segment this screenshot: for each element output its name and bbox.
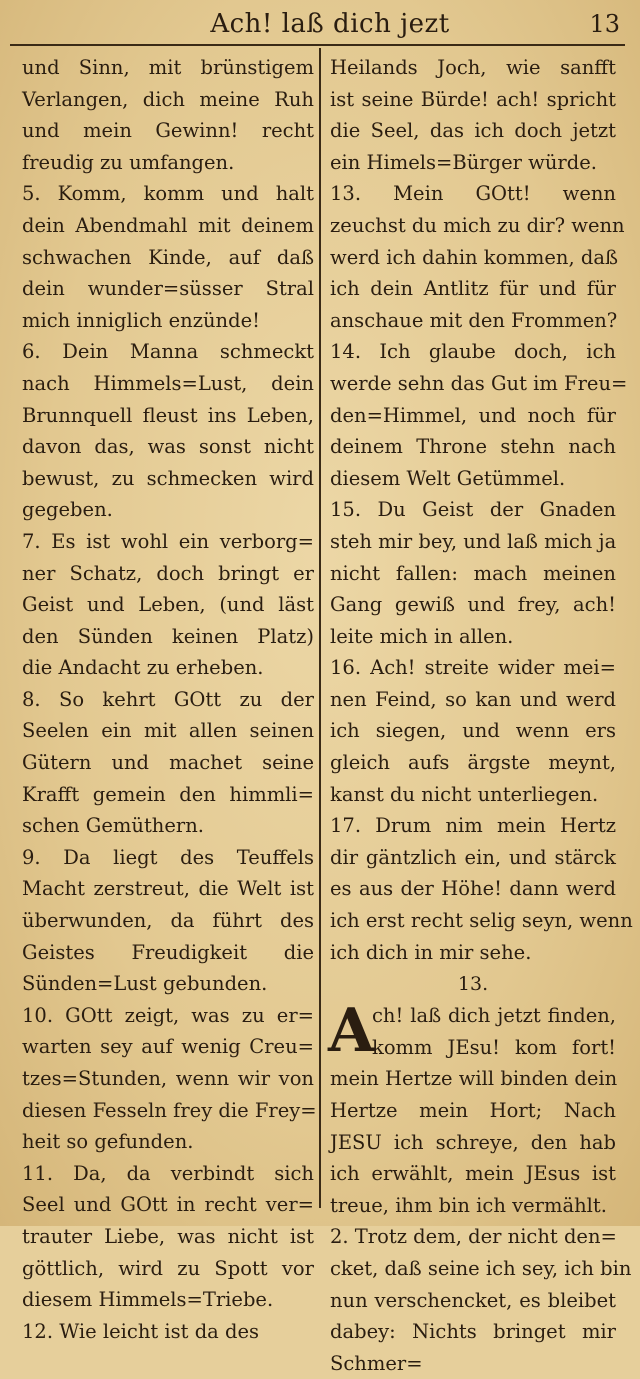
page-number: 13 bbox=[589, 10, 620, 38]
text-line: ner Schatz, doch bringt er bbox=[22, 561, 314, 585]
right-column-top bbox=[330, 52, 633, 968]
text-line: anschaue mit den Frommen? bbox=[330, 308, 618, 332]
text-line: warten sey auf wenig Creu= bbox=[22, 1035, 314, 1059]
text-line: Sünden=Lust gebunden. bbox=[22, 972, 268, 996]
text-line: mich inniglich enzünde! bbox=[22, 308, 260, 332]
text-line: dabey: Nichts bringet mir bbox=[330, 1320, 616, 1344]
text-line: diesem Welt Getümmel. bbox=[330, 466, 566, 490]
text-line: schen Gemüthern. bbox=[22, 814, 204, 838]
text-line: diesem Himmels=Triebe. bbox=[22, 1288, 274, 1312]
text-line: 10. GOtt zeigt, was zu er= bbox=[22, 1003, 314, 1027]
text-line: nicht fallen: mach meinen bbox=[330, 561, 616, 585]
text-line: diesen Fesseln frey die Frey= bbox=[22, 1098, 317, 1122]
text-line: 9. Da liegt des Teuffels bbox=[22, 845, 314, 869]
text-line: 11. Da, da verbindt sich bbox=[22, 1161, 314, 1185]
text-line: 8. So kehrt GOtt zu der bbox=[22, 687, 314, 711]
text-line: Geistes Freudigkeit die bbox=[22, 940, 314, 964]
text-line: 12. Wie leicht ist da des bbox=[22, 1319, 260, 1343]
text-line: JESU ich schreye, den hab bbox=[330, 1130, 616, 1154]
text-line: Heilands Joch, wie sanfft bbox=[330, 56, 616, 79]
text-line: ich siegen, und wenn ers bbox=[330, 719, 616, 743]
text-line: werde sehn das Gut im Freu= bbox=[330, 371, 628, 395]
text-line: ich dein Antlitz für und für bbox=[330, 277, 616, 301]
text-line: cket, daß seine ich sey, ich bin bbox=[330, 1256, 632, 1280]
text-line: dir gäntzlich ein, und stärck bbox=[330, 845, 616, 869]
text-line: und mein Gewinn! recht bbox=[22, 119, 314, 143]
text-line: ist seine Bürde! ach! spricht bbox=[330, 87, 616, 111]
text-line: freudig zu umfangen. bbox=[22, 150, 235, 174]
text-line: trauter Liebe, was nicht ist bbox=[22, 1224, 314, 1248]
text-line: 2. Trotz dem, der nicht den= bbox=[330, 1225, 617, 1249]
text-line: Verlangen, dich meine Ruh bbox=[22, 87, 314, 111]
text-line: kanst du nicht unterliegen. bbox=[330, 782, 599, 806]
text-line: gleich aufs ärgste meynt, bbox=[330, 751, 616, 775]
text-line: den=Himmel, und noch für bbox=[330, 403, 616, 427]
text-line: ich erwählt, mein JEsus ist bbox=[330, 1162, 616, 1186]
text-line: schwachen Kinde, auf daß bbox=[22, 245, 314, 269]
text-line: werd ich dahin kommen, daß bbox=[330, 245, 618, 269]
text-line: 15. Du Geist der Gnaden bbox=[330, 498, 616, 522]
text-line: nun verschencket, es bleibet bbox=[330, 1288, 616, 1312]
text-line: göttlich, wird zu Spott vor bbox=[22, 1256, 314, 1280]
text-line: 5. Komm, komm und halt bbox=[22, 182, 314, 206]
text-line: Geist und Leben, (und läst bbox=[22, 593, 314, 617]
text-line: Seel und GOtt in recht ver= bbox=[22, 1193, 314, 1217]
text-line: Hertze mein Hort; Nach bbox=[330, 1099, 616, 1122]
text-line: Gütern und machet seine bbox=[22, 751, 314, 775]
text-line: Krafft gemein den himmli= bbox=[22, 782, 314, 806]
running-title: Ach! laß dich jezt bbox=[210, 9, 450, 39]
text-line: 17. Drum nim mein Hertz bbox=[330, 814, 616, 838]
left-column bbox=[22, 52, 317, 1343]
text-line: und Sinn, mit brünstigem bbox=[22, 56, 314, 79]
text-line: den Sünden keinen Platz) bbox=[22, 624, 314, 648]
page-header bbox=[0, 6, 640, 42]
drop-cap: A bbox=[328, 996, 375, 1067]
text-line: 7. Es ist wohl ein verborg= bbox=[22, 529, 314, 553]
text-line: nach Himmels=Lust, dein bbox=[22, 371, 314, 395]
header-rule bbox=[10, 44, 625, 46]
text-line: die Andacht zu erheben. bbox=[22, 656, 264, 680]
text-line: Macht zerstreut, die Welt ist bbox=[22, 877, 314, 901]
text-line: es aus der Höhe! dann werd bbox=[330, 877, 616, 901]
text-line: komm JEsu! kom fort! bbox=[372, 1035, 616, 1059]
text-line: Gang gewiß und frey, ach! bbox=[330, 593, 616, 617]
text-line: 13. Mein GOtt! wenn bbox=[330, 182, 616, 206]
text-line: gegeben. bbox=[22, 498, 113, 522]
text-line: 6. Dein Manna schmeckt bbox=[22, 340, 314, 364]
text-line: die Seel, das ich doch jetzt bbox=[330, 119, 616, 143]
text-line: davon das, was sonst nicht bbox=[22, 435, 314, 459]
text-line: treue, ihm bin ich vermählt. bbox=[330, 1193, 607, 1217]
text-line: Seelen ein mit allen seinen bbox=[22, 719, 314, 743]
text-line: heit so gefunden. bbox=[22, 1130, 194, 1154]
text-line: bewust, zu schmecken wird bbox=[22, 466, 314, 490]
text-line: leite mich in allen. bbox=[330, 624, 514, 648]
text-line: zeuchst du mich zu dir? wenn bbox=[330, 213, 625, 237]
text-line: deinem Throne stehn nach bbox=[330, 435, 616, 459]
text-line: 14. Ich glaube doch, ich bbox=[330, 340, 616, 364]
text-line: mein Hertze will binden dein bbox=[330, 1067, 618, 1091]
text-line: überwunden, da führt des bbox=[22, 909, 314, 933]
text-line: dein Abendmahl mit deinem bbox=[22, 213, 314, 237]
text-line: 16. Ach! streite wider mei= bbox=[330, 656, 616, 680]
text-line: tzes=Stunden, wenn wir von bbox=[22, 1067, 314, 1090]
text-line: nen Feind, so kan und werd bbox=[330, 687, 616, 711]
right-column bbox=[328, 52, 633, 1375]
column-divider bbox=[319, 48, 321, 1208]
hymn-opening bbox=[328, 996, 632, 1379]
hymn-number: 13. bbox=[457, 973, 489, 996]
text-line: ich dich in mir sehe. bbox=[330, 940, 532, 964]
text-line: steh mir bey, und laß mich ja bbox=[330, 529, 617, 553]
text-line: Brunnquell fleust ins Leben, bbox=[22, 403, 314, 427]
text-line: ich erst recht selig seyn, wenn bbox=[330, 909, 633, 933]
text-line: ein Himels=Bürger würde. bbox=[330, 150, 597, 174]
text-line: dein wunder=süsser Stral bbox=[22, 277, 314, 301]
text-line: ch! laß dich jetzt finden, bbox=[372, 1004, 616, 1028]
text-line: Schmer= bbox=[330, 1351, 423, 1375]
